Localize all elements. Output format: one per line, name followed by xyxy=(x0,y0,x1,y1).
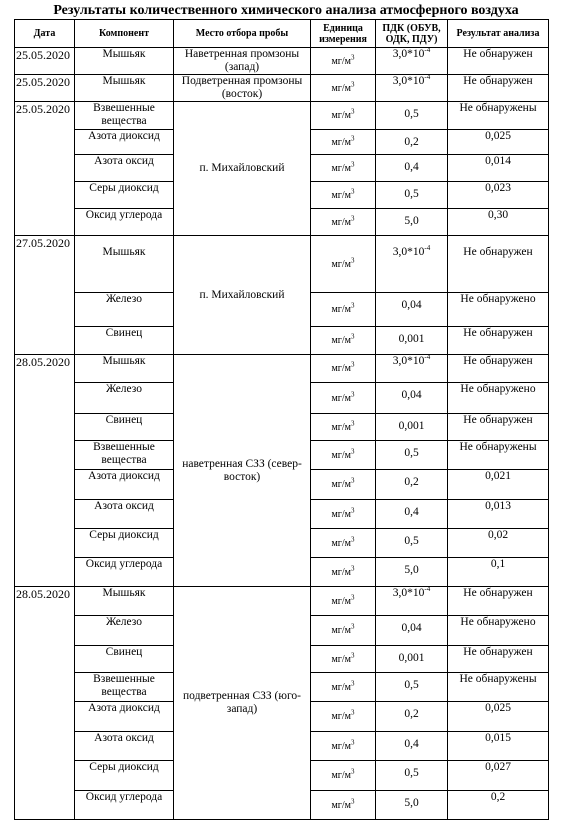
unit-base: мг/м xyxy=(331,55,352,67)
component-cell: Серы диоксид xyxy=(75,182,174,209)
unit-base: мг/м xyxy=(331,335,352,346)
unit-exponent: 3 xyxy=(351,593,355,602)
pdk-base: 3,0*10 xyxy=(392,48,425,60)
place-cell: п. Михайловский xyxy=(174,102,311,236)
result-cell: 0,023 xyxy=(448,182,549,209)
component-cell: Свинец xyxy=(75,646,174,673)
unit-cell xyxy=(311,327,376,355)
table-row xyxy=(15,587,549,616)
table-body xyxy=(15,48,549,820)
unit-base: мг/м xyxy=(331,110,352,121)
header-pdk: ПДК (ОБУВ, ОДК, ПДУ) xyxy=(376,20,448,48)
pdk-cell: 0,001 xyxy=(376,414,448,441)
header-place: Место отбора пробы xyxy=(174,20,311,48)
table-row xyxy=(15,75,549,102)
result-cell: Не обнаружен xyxy=(448,355,549,383)
pdk-cell xyxy=(376,48,448,75)
result-cell: Не обнаружен xyxy=(448,327,549,355)
unit-exponent: 3 xyxy=(351,107,355,116)
unit-base: мг/м xyxy=(331,799,352,811)
result-cell: 0,013 xyxy=(448,500,549,529)
table-row xyxy=(15,102,549,130)
unit-cell xyxy=(311,702,376,732)
unit-cell xyxy=(311,236,376,293)
component-cell: Азота оксид xyxy=(75,500,174,529)
unit-cell xyxy=(311,500,376,529)
component-cell: Мышьяк xyxy=(75,355,174,383)
result-cell: Не обнаружено xyxy=(448,383,549,414)
result-cell: Не обнаружен xyxy=(448,75,549,102)
pdk-base: 3,0*10 xyxy=(392,246,425,258)
pdk-cell: 0,5 xyxy=(376,529,448,558)
unit-exponent: 3 xyxy=(351,476,355,485)
result-cell: Не обнаружен xyxy=(448,646,549,673)
result-cell: 0,2 xyxy=(448,791,549,820)
unit-base: мг/м xyxy=(331,189,352,201)
date-cell: 28.05.2020 xyxy=(15,587,75,820)
place-cell: Наветренная промзоны (запад) xyxy=(174,48,311,75)
pdk-cell: 0,2 xyxy=(376,130,448,155)
header-date: Дата xyxy=(15,20,75,48)
component-cell: Серы диоксид xyxy=(75,761,174,791)
component-cell: Взвешенные вещества xyxy=(75,441,174,470)
component-cell: Взвешенные вещества xyxy=(75,673,174,702)
component-cell: Оксид углерода xyxy=(75,791,174,820)
pdk-exponent: -4 xyxy=(424,47,431,55)
pdk-exponent: -4 xyxy=(424,354,431,362)
pdk-cell: 0,5 xyxy=(376,182,448,209)
analysis-table xyxy=(14,19,549,820)
unit-base: мг/м xyxy=(331,82,352,94)
component-cell: Взвешенные вещества xyxy=(75,102,174,130)
unit-base: мг/м xyxy=(331,421,352,433)
unit-exponent: 3 xyxy=(351,390,355,399)
pdk-cell xyxy=(376,355,448,383)
unit-cell xyxy=(311,383,376,414)
unit-exponent: 3 xyxy=(351,622,355,631)
pdk-cell xyxy=(376,236,448,293)
result-cell: 0,015 xyxy=(448,732,549,761)
header-result: Результат анализа xyxy=(448,20,549,48)
unit-exponent: 3 xyxy=(351,767,355,776)
page-title: Результаты количественного химического анализа атмосферного воздуха xyxy=(53,3,519,18)
unit-base: мг/м xyxy=(331,479,352,490)
unit-cell xyxy=(311,209,376,236)
date-cell: 25.05.2020 xyxy=(15,75,75,102)
result-cell: Не обнаружен xyxy=(448,48,549,75)
date-cell: 28.05.2020 xyxy=(15,355,75,587)
pdk-cell: 0,5 xyxy=(376,761,448,791)
unit-cell xyxy=(311,470,376,500)
place-cell: наветренная СЗЗ (север-восток) xyxy=(174,355,311,587)
unit-exponent: 3 xyxy=(351,53,355,62)
result-cell: 0,1 xyxy=(448,558,549,587)
result-cell: 0,30 xyxy=(448,209,549,236)
component-cell: Серы диоксид xyxy=(75,529,174,558)
unit-cell xyxy=(311,791,376,820)
place-cell: Подветренная промзоны (восток) xyxy=(174,75,311,102)
unit-base: мг/м xyxy=(331,449,352,461)
unit-exponent: 3 xyxy=(351,134,355,143)
component-cell: Мышьяк xyxy=(75,48,174,75)
pdk-exponent: -4 xyxy=(424,74,431,82)
unit-cell xyxy=(311,441,376,470)
unit-base: мг/м xyxy=(331,136,352,148)
pdk-cell: 0,04 xyxy=(376,616,448,646)
result-cell: 0,021 xyxy=(448,470,549,500)
unit-exponent: 3 xyxy=(351,80,355,89)
pdk-cell: 0,4 xyxy=(376,155,448,182)
unit-cell xyxy=(311,102,376,130)
unit-exponent: 3 xyxy=(351,447,355,456)
date-cell: 25.05.2020 xyxy=(15,48,75,75)
place-cell: подветренная СЗЗ (юго-запад) xyxy=(174,587,311,820)
unit-cell xyxy=(311,732,376,761)
table-row xyxy=(15,355,549,383)
component-cell: Железо xyxy=(75,383,174,414)
unit-base: мг/м xyxy=(331,258,352,270)
unit-exponent: 3 xyxy=(351,797,355,806)
result-cell: 0,027 xyxy=(448,761,549,791)
unit-cell xyxy=(311,155,376,182)
unit-base: мг/м xyxy=(331,711,352,722)
unit-exponent: 3 xyxy=(351,360,355,369)
pdk-exponent: -4 xyxy=(424,586,431,594)
unit-cell xyxy=(311,646,376,673)
result-cell: Не обнаружен xyxy=(448,414,549,441)
unit-cell xyxy=(311,616,376,646)
component-cell: Железо xyxy=(75,616,174,646)
result-cell: Не обнаружено xyxy=(448,293,549,327)
table-row xyxy=(15,236,549,293)
pdk-cell: 0,2 xyxy=(376,702,448,732)
result-cell: Не обнаружен xyxy=(448,587,549,616)
result-cell: 0,014 xyxy=(448,155,549,182)
pdk-cell: 0,4 xyxy=(376,500,448,529)
unit-cell xyxy=(311,75,376,102)
unit-cell xyxy=(311,414,376,441)
unit-exponent: 3 xyxy=(351,332,355,341)
unit-cell xyxy=(311,182,376,209)
unit-base: мг/м xyxy=(331,740,352,752)
component-cell: Мышьяк xyxy=(75,587,174,616)
header-unit: Единица измерения xyxy=(311,20,376,48)
unit-base: мг/м xyxy=(331,681,352,693)
date-cell: 27.05.2020 xyxy=(15,236,75,355)
result-cell: Не обнаружено xyxy=(448,616,549,646)
unit-base: мг/м xyxy=(331,566,352,578)
pdk-cell: 0,5 xyxy=(376,441,448,470)
pdk-cell: 0,4 xyxy=(376,732,448,761)
unit-exponent: 3 xyxy=(351,535,355,544)
component-cell: Оксид углерода xyxy=(75,558,174,587)
result-cell: Не обнаружен xyxy=(448,236,549,293)
pdk-cell: 0,001 xyxy=(376,327,448,355)
pdk-cell xyxy=(376,75,448,102)
component-cell: Железо xyxy=(75,293,174,327)
pdk-base: 3,0*10 xyxy=(392,587,425,599)
table-row xyxy=(15,48,549,75)
unit-base: мг/м xyxy=(331,392,352,404)
unit-exponent: 3 xyxy=(351,187,355,196)
pdk-exponent: -4 xyxy=(424,244,431,253)
unit-base: мг/м xyxy=(331,304,352,315)
unit-exponent: 3 xyxy=(351,214,355,223)
unit-base: мг/м xyxy=(331,216,352,228)
unit-base: мг/м xyxy=(331,537,352,549)
unit-cell xyxy=(311,673,376,702)
component-cell: Свинец xyxy=(75,414,174,441)
pdk-cell: 5,0 xyxy=(376,209,448,236)
unit-cell xyxy=(311,355,376,383)
unit-exponent: 3 xyxy=(351,564,355,573)
unit-base: мг/м xyxy=(331,595,352,607)
pdk-cell: 0,2 xyxy=(376,470,448,500)
unit-base: мг/м xyxy=(331,625,352,636)
unit-exponent: 3 xyxy=(351,506,355,515)
component-cell: Азота диоксид xyxy=(75,470,174,500)
pdk-base: 3,0*10 xyxy=(392,355,425,367)
result-cell: 0,025 xyxy=(448,702,549,732)
header-row xyxy=(15,20,549,48)
unit-base: мг/м xyxy=(331,508,352,520)
pdk-cell: 0,04 xyxy=(376,383,448,414)
pdk-cell: 5,0 xyxy=(376,791,448,820)
place-cell: п. Михайловский xyxy=(174,236,311,355)
unit-base: мг/м xyxy=(331,770,352,781)
unit-cell xyxy=(311,529,376,558)
unit-exponent: 3 xyxy=(351,738,355,747)
unit-base: мг/м xyxy=(331,653,352,665)
result-cell: Не обнаружены xyxy=(448,102,549,130)
component-cell: Азота оксид xyxy=(75,155,174,182)
result-cell: Не обнаружены xyxy=(448,441,549,470)
result-cell: Не обнаружены xyxy=(448,673,549,702)
component-cell: Азота оксид xyxy=(75,732,174,761)
pdk-cell: 0,5 xyxy=(376,102,448,130)
component-cell: Свинец xyxy=(75,327,174,355)
unit-cell xyxy=(311,587,376,616)
component-cell: Азота диоксид xyxy=(75,702,174,732)
pdk-cell: 0,001 xyxy=(376,646,448,673)
result-cell: 0,02 xyxy=(448,529,549,558)
pdk-cell: 0,04 xyxy=(376,293,448,327)
pdk-cell: 5,0 xyxy=(376,558,448,587)
pdk-cell: 0,5 xyxy=(376,673,448,702)
date-cell: 25.05.2020 xyxy=(15,102,75,236)
result-cell: 0,025 xyxy=(448,130,549,155)
unit-cell xyxy=(311,48,376,75)
unit-base: мг/м xyxy=(331,363,352,374)
pdk-cell xyxy=(376,587,448,616)
unit-base: мг/м xyxy=(331,162,352,174)
unit-cell xyxy=(311,558,376,587)
header-component: Компонент xyxy=(75,20,174,48)
unit-exponent: 3 xyxy=(351,160,355,169)
unit-exponent: 3 xyxy=(351,301,355,310)
unit-exponent: 3 xyxy=(351,256,355,265)
component-cell: Азота диоксид xyxy=(75,130,174,155)
pdk-base: 3,0*10 xyxy=(392,75,425,87)
unit-exponent: 3 xyxy=(351,708,355,717)
unit-exponent: 3 xyxy=(351,419,355,428)
unit-cell xyxy=(311,293,376,327)
unit-exponent: 3 xyxy=(351,651,355,660)
component-cell: Мышьяк xyxy=(75,236,174,293)
component-cell: Мышьяк xyxy=(75,75,174,102)
unit-exponent: 3 xyxy=(351,679,355,688)
unit-cell xyxy=(311,761,376,791)
component-cell: Оксид углерода xyxy=(75,209,174,236)
unit-cell xyxy=(311,130,376,155)
